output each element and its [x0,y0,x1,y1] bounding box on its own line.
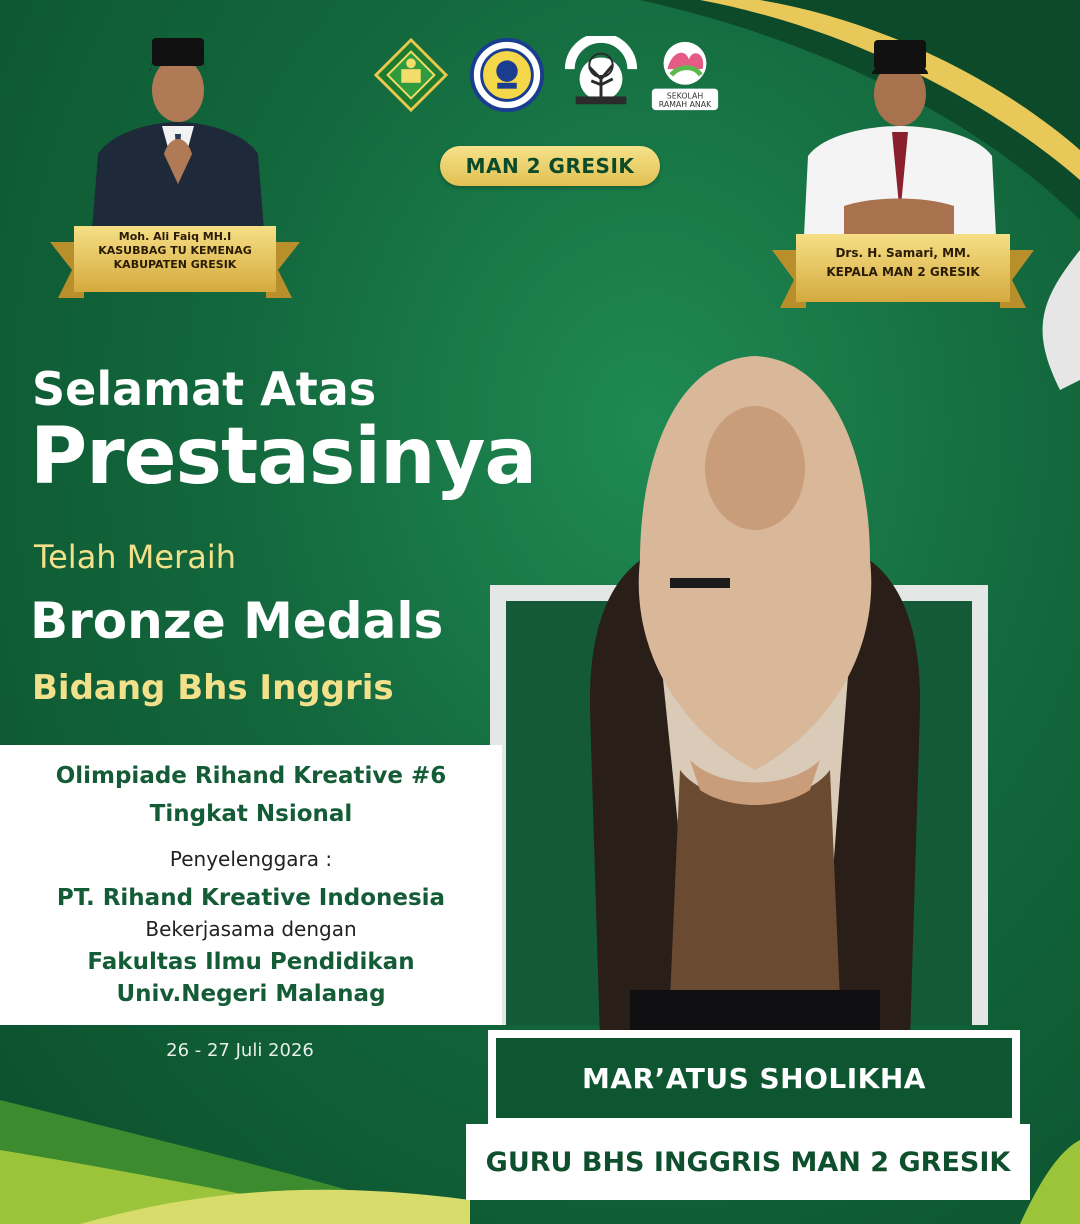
official-left-title-2: KABUPATEN GRESIK [113,257,237,271]
official-left-title-1: KASUBBAG TU KEMENAG [98,243,252,257]
kemenag-logo-icon [372,36,450,114]
event-info-card [0,745,502,1025]
svg-text:RAMAH ANAK: RAMAH ANAK [658,100,712,110]
organizer-name: PT. Rihand Kreative Indonesia [56,885,446,911]
school-badge: MAN 2 GRESIK [440,146,660,186]
official-left-photo [92,34,264,230]
partner-name-2: Univ.Negeri Malanag [116,981,386,1007]
awardee-name: MAR’ATUS SHOLIKHA [496,1038,1012,1118]
headline-line-1: Selamat Atas [32,362,377,416]
awardee-photo [580,350,930,1040]
organizer-label: Penyelenggara : [169,847,333,871]
sekolah-ramah-anak-logo-icon [646,36,724,114]
partner-name-1: Fakultas Ilmu Pendidikan [87,949,415,975]
svg-text:SEKOLAH: SEKOLAH [666,91,704,101]
official-left-name: Moh. Ali Faiq MH.I [118,230,232,243]
achievement-field: Bidang Bhs Inggris [32,668,394,708]
awardee-name-plate [488,1030,1020,1126]
official-right-name: Drs. H. Samari, MM. [835,246,971,260]
man2-gresik-logo-icon [468,36,546,114]
achievement-intro: Telah Meraih [34,538,236,576]
achievement-award: Bronze Medals [30,592,444,650]
official-right-photo [804,36,996,236]
official-right-title: KEPALA MAN 2 GRESIK [826,265,980,280]
event-date: 26 - 27 Juli 2026 [166,1040,314,1061]
adiwiyata-logo-icon [562,36,640,114]
awardee-role: GURU BHS INGGRIS MAN 2 GRESIK [466,1124,1030,1200]
event-name: Olimpiade Rihand Kreative #6 [55,763,447,789]
partner-label: Bekerjasama dengan [145,917,357,941]
headline-line-2: Prestasinya [30,412,537,502]
event-level: Tingkat Nsional [149,801,353,827]
